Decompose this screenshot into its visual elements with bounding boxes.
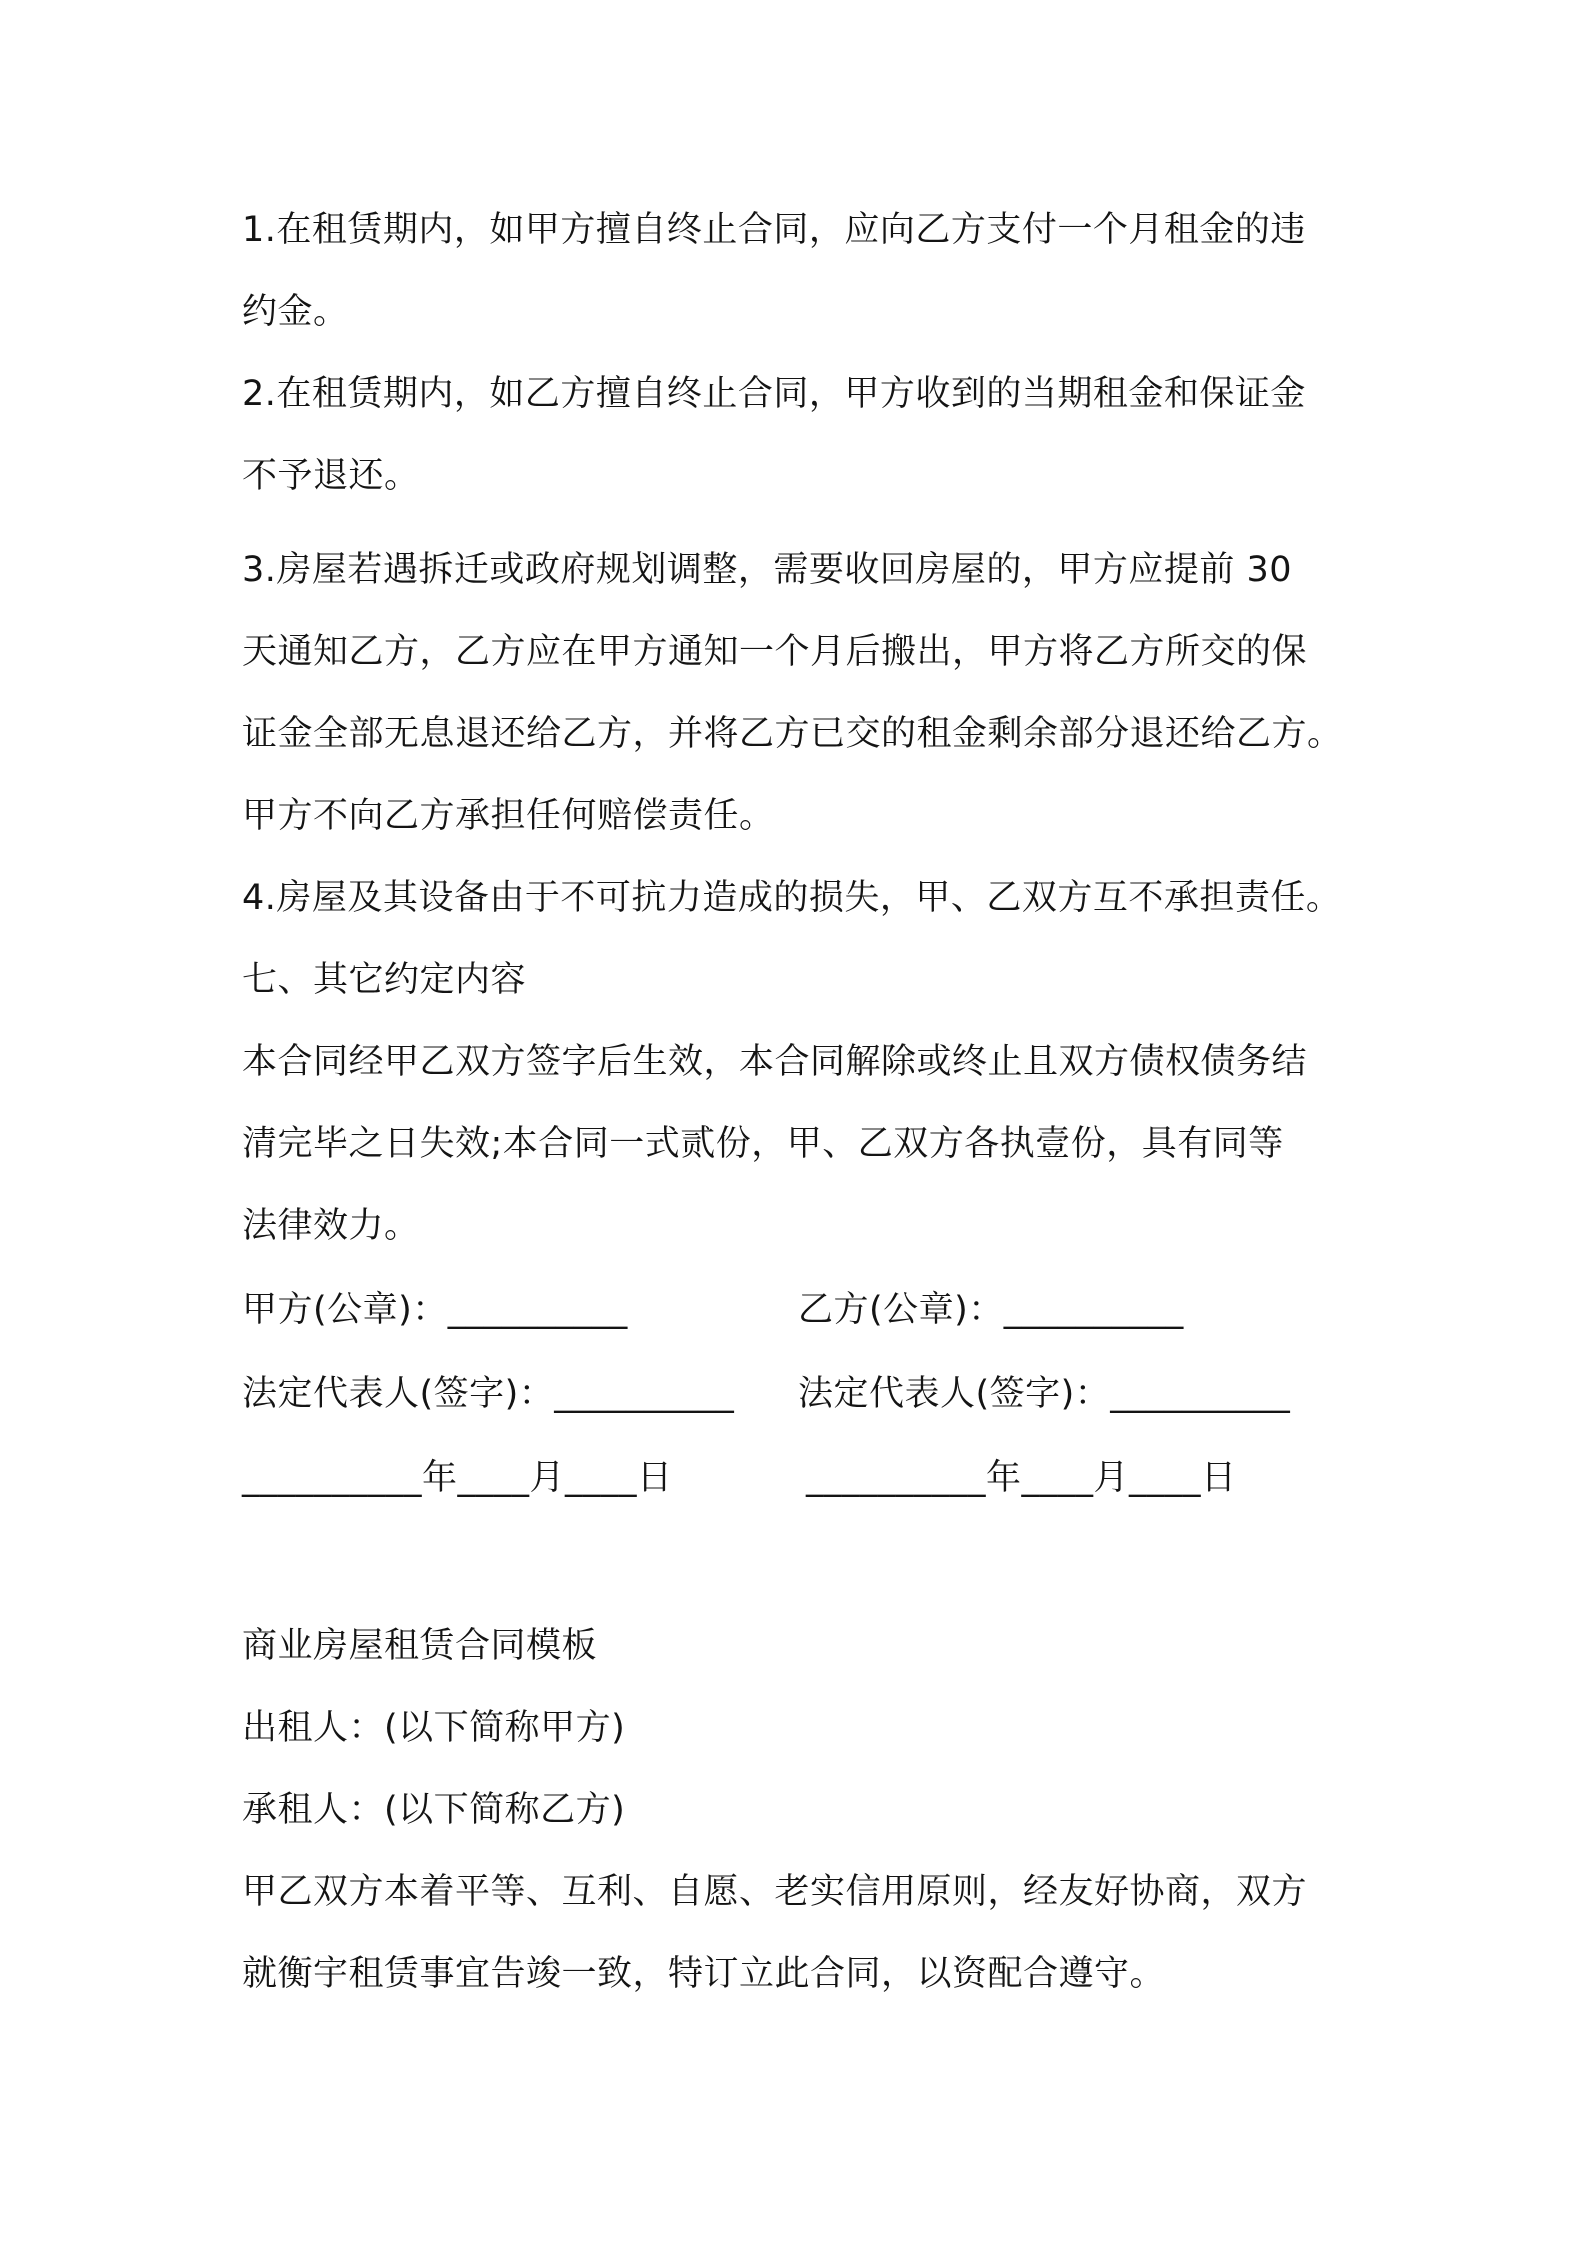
section-7-line-1: 本合同经甲乙双方签字后生效，本合同解除或终止且双方债权债务结 [242, 1042, 1308, 1082]
section-7-heading: 七、其它约定内容 [242, 960, 527, 1000]
section-7-line-3: 法律效力。 [242, 1206, 420, 1246]
clause-2-line-2: 不予退还。 [242, 456, 420, 496]
party-b-date-field: __________年____月____日 [806, 1458, 1237, 1498]
intro-line-2: 就衡宇租赁事宜告竣一致，特订立此合同，以资配合遵守。 [242, 1954, 1166, 1994]
template-title: 商业房屋租赁合同模板 [242, 1626, 598, 1666]
clause-4: 4.房屋及其设备由于不可抗力造成的损失，甲、乙双方互不承担责任。 [242, 878, 1342, 918]
clause-1-line-1: 1.在租赁期内，如甲方擅自终止合同，应向乙方支付一个月租金的违 [242, 210, 1306, 250]
clause-3-line-3: 证金全部无息退还给乙方，并将乙方已交的租金剩余部分退还给乙方。 [242, 714, 1343, 754]
clause-1-line-2: 约金。 [242, 292, 349, 332]
clause-3-line-1: 3.房屋若遇拆迁或政府规划调整，需要收回房屋的，甲方应提前 30 [242, 550, 1293, 590]
lessee-line: 承租人：(以下简称乙方) [242, 1790, 626, 1830]
intro-line-1: 甲乙双方本着平等、互利、自愿、老实信用原则，经友好协商，双方 [242, 1872, 1308, 1912]
party-a-date-field: __________年____月____日 [242, 1458, 673, 1498]
clause-2-line-1: 2.在租赁期内，如乙方擅自终止合同，甲方收到的当期租金和保证金 [242, 374, 1306, 414]
lessor-line: 出租人：(以下简称甲方) [242, 1708, 626, 1748]
party-b-rep-field: 法定代表人(签字)：__________ [798, 1374, 1291, 1414]
party-a-rep-field: 法定代表人(签字)：__________ [242, 1374, 735, 1414]
party-a-seal-field: 甲方(公章)：__________ [242, 1290, 628, 1330]
clause-3-line-4: 甲方不向乙方承担任何赔偿责任。 [242, 796, 775, 836]
section-7-line-2: 清完毕之日失效;本合同一式贰份，甲、乙双方各执壹份，具有同等 [242, 1124, 1284, 1164]
clause-3-line-2: 天通知乙方，乙方应在甲方通知一个月后搬出，甲方将乙方所交的保 [242, 632, 1308, 672]
party-b-seal-field: 乙方(公章)：__________ [798, 1290, 1184, 1330]
